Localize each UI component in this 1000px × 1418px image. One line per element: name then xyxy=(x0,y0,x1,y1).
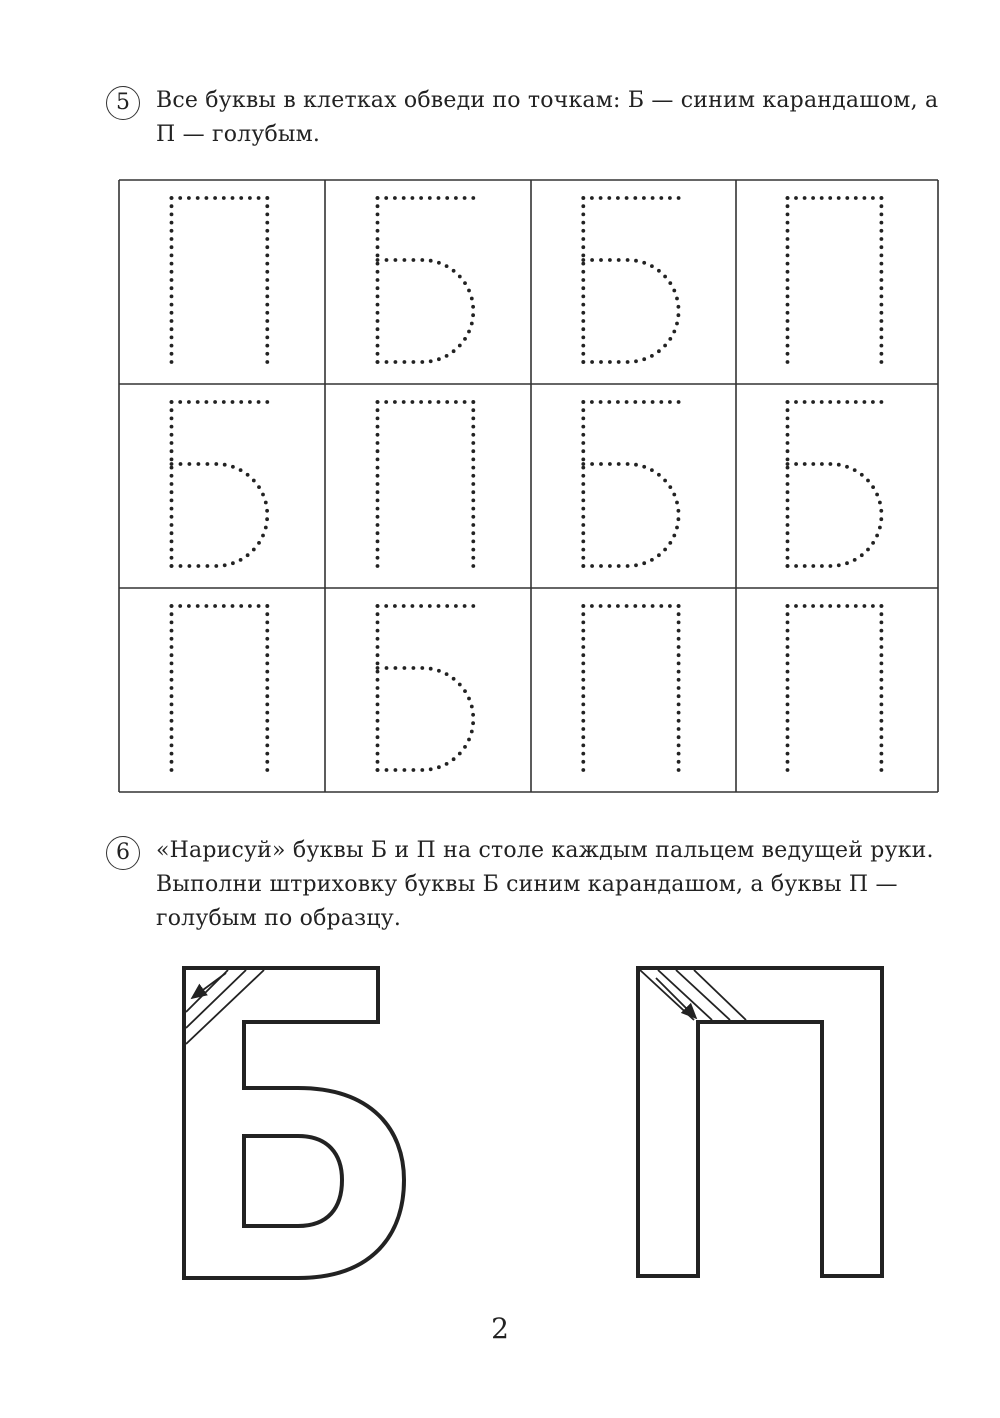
task-6-line-2: Выполни штриховку буквы Б синим карандашом, а буквы П — xyxy=(156,872,898,897)
task-5-line-1: Все буквы в клетках обведи по точкам: Б — синим карандашом, а xyxy=(156,88,939,113)
letter-p-contour xyxy=(638,968,882,1276)
letter-p-hatching-sample xyxy=(640,970,746,1020)
task-5-line-2: П — голубым. xyxy=(156,122,321,147)
task-6-line-3: голубым по образцу. xyxy=(156,906,402,931)
task-6-number-badge: 6 xyxy=(106,836,140,870)
task-6-line-1: «Нарисуй» буквы Б и П на столе каждым пальцем ведущей руки. xyxy=(156,838,934,863)
page-number: 2 xyxy=(491,1312,509,1345)
task-5-number-badge: 5 xyxy=(106,86,140,120)
